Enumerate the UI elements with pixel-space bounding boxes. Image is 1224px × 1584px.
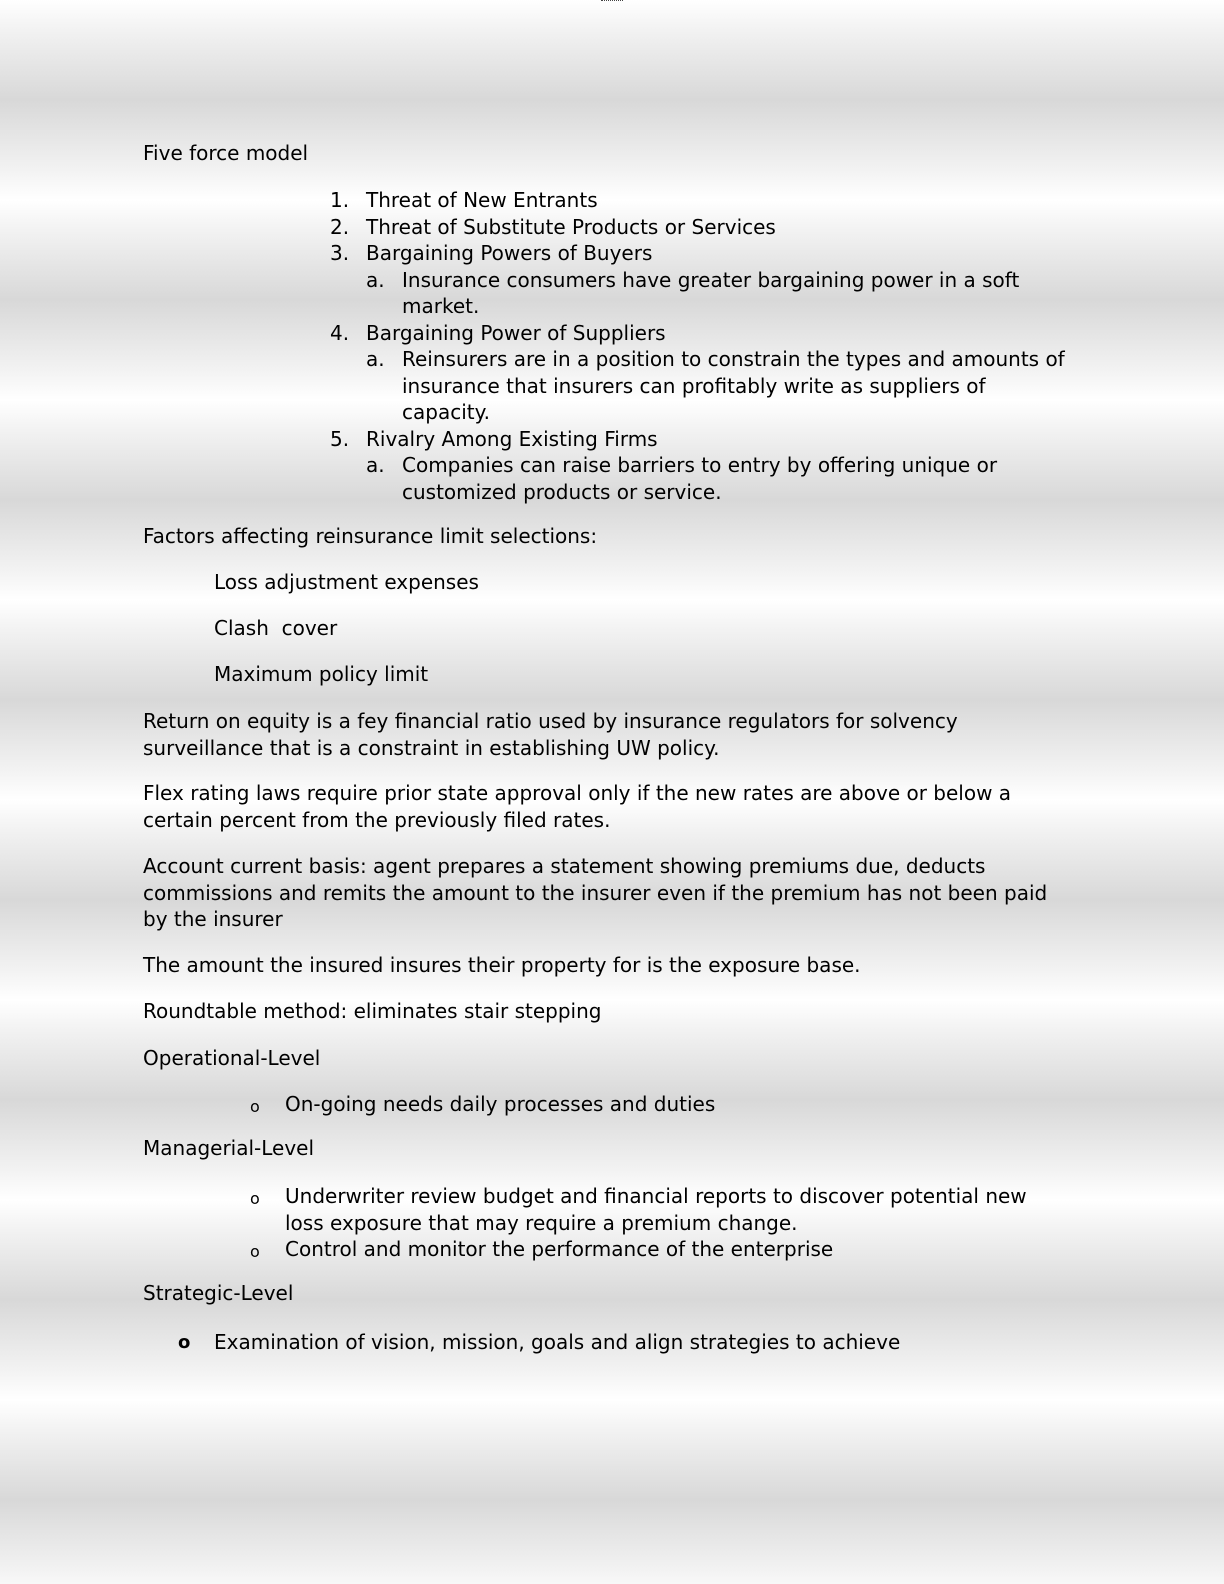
list-item-text: Bargaining Power of Suppliers (366, 320, 666, 345)
strategic-level-heading: Strategic-Level (143, 1281, 294, 1305)
sub-list-item (366, 346, 1070, 426)
bullet-text: Control and monitor the performance of the enterprise (285, 1237, 834, 1261)
bullet-text: Examination of vision, mission, goals and align strategies to achieve (214, 1330, 901, 1354)
factor-item: Maximum policy limit (214, 662, 429, 686)
operational-bullets (250, 1091, 1070, 1118)
sub-list-item (366, 452, 1070, 505)
sub-list-letter: a. (366, 347, 385, 371)
account-current-paragraph: Account current basis: agent prepares a statement showing premiums due, deducts commissions and remits the amount to the insurer even if the premium has not been paid by the insurer (143, 854, 1048, 931)
list-item-text: Threat of Substitute Products or Services (366, 214, 776, 239)
sub-list-letter: a. (366, 267, 385, 292)
strategic-bullets (178, 1329, 1058, 1356)
flex-rating-paragraph: Flex rating laws require prior state approval only if the new rates are above or below a certain percent from the previously filed rates. (143, 781, 1012, 832)
list-item (330, 214, 1070, 241)
operational-level-heading: Operational-Level (143, 1046, 321, 1070)
list-number: 2. (330, 214, 350, 239)
sub-list-letter: a. (366, 453, 385, 477)
list-number: 1. (330, 188, 350, 212)
bullet-item (178, 1329, 1058, 1356)
exposure-base-paragraph: The amount the insured insures their property for is the exposure base. (143, 953, 861, 977)
bullet-item (250, 1183, 1070, 1236)
managerial-level-heading: Managerial-Level (143, 1136, 315, 1160)
sub-list-text: Companies can raise barriers to entry by offering unique or customized products or service. (402, 453, 998, 504)
factor-item: Clash cover (214, 616, 338, 640)
managerial-bullets (250, 1183, 1070, 1263)
list-number: 4. (330, 320, 350, 345)
list-item (330, 320, 1070, 426)
list-item (330, 240, 1070, 320)
bullet-text: On-going needs daily processes and duties (285, 1092, 716, 1116)
sub-list-text: Reinsurers are in a position to constrain the types and amounts of insurance that insurers can profitably write as suppliers of capacity. (402, 347, 1065, 424)
factor-item: Loss adjustment expenses (214, 570, 479, 594)
sub-list (366, 452, 1070, 505)
bullet-item (250, 1091, 1070, 1118)
list-item (330, 187, 1070, 214)
sub-list (366, 267, 1070, 320)
bullet-circle-icon: o (250, 1097, 260, 1116)
sub-list-text: Insurance consumers have greater bargaining power in a soft market. (402, 267, 1020, 318)
list-item-text: Rivalry Among Existing Firms (366, 426, 658, 451)
list-number: 3. (330, 241, 350, 265)
roundtable-paragraph: Roundtable method: eliminates stair stepping (143, 999, 602, 1023)
list-item-text: Bargaining Powers of Buyers (366, 241, 653, 265)
bullet-circle-icon: o (250, 1242, 260, 1261)
list-number: 5. (330, 426, 350, 451)
sub-list-item (366, 267, 1070, 320)
five-force-heading: Five force model (143, 141, 309, 165)
reinsurance-heading: Factors affecting reinsurance limit selections: (143, 524, 598, 548)
bullet-circle-icon: o (250, 1189, 260, 1208)
list-item-text: Threat of New Entrants (366, 188, 598, 212)
bullet-circle-icon: o (178, 1332, 191, 1353)
sub-list (366, 346, 1070, 426)
five-force-list (330, 187, 1070, 505)
bullet-item (250, 1236, 1070, 1263)
header-mark (601, 0, 623, 3)
list-item (330, 426, 1070, 506)
roe-paragraph: Return on equity is a fey financial ratio used by insurance regulators for solvency surveillance that is a constraint in establishing UW policy. (143, 709, 958, 760)
bullet-text: Underwriter review budget and financial reports to discover potential new loss exposure that may require a premium change. (285, 1184, 1027, 1235)
